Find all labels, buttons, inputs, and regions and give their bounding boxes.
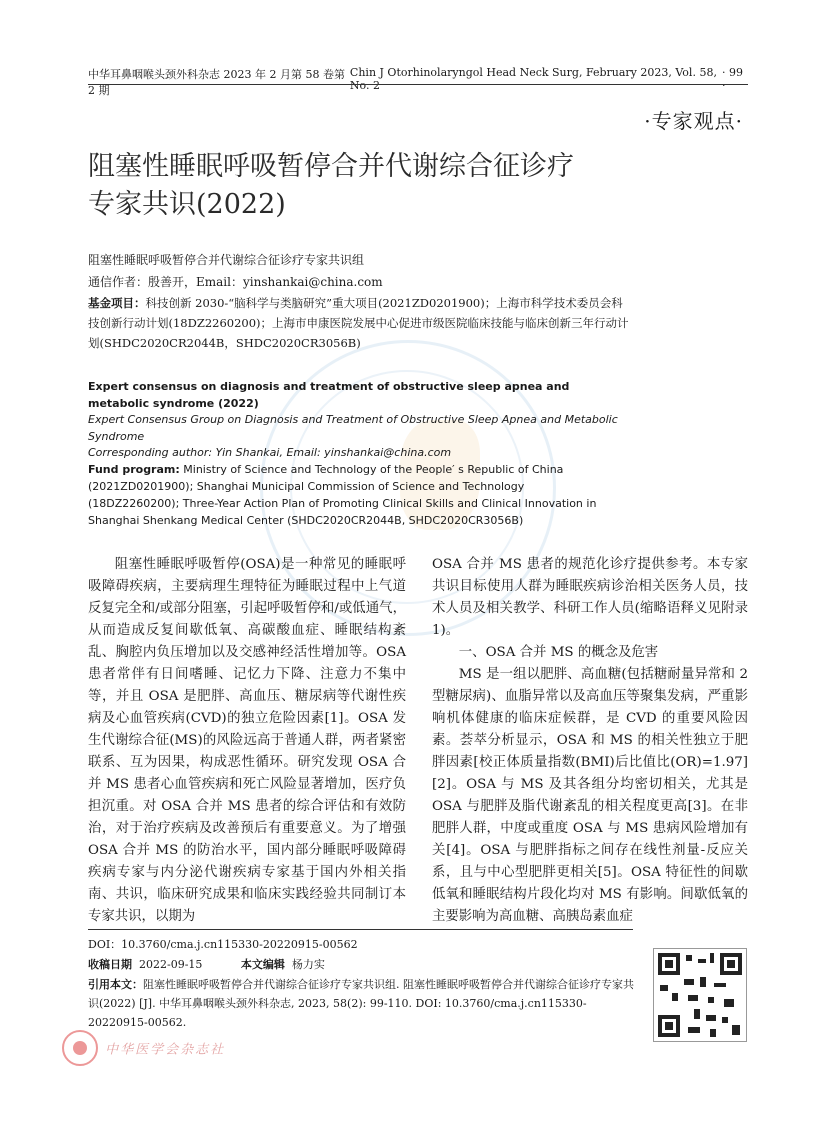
title-line-1: 阻塞性睡眠呼吸暂停合并代谢综合征诊疗 bbox=[88, 151, 574, 182]
qr-code bbox=[653, 948, 747, 1042]
cite-text: 阻塞性睡眠呼吸暂停合并代谢综合征诊疗专家共识组. 阻塞性睡眠呼吸暂停合并代谢综合征诊疗专家共识(2022) [J]. 中华耳鼻咽喉头颈外科杂志, 2023, 58(2): 99-110. DOI: 10.3760/cma.j.cn115330-20220915-00562. bbox=[88, 978, 634, 1029]
body-right-column bbox=[432, 554, 748, 928]
journal-en: Chin J Otorhinolaryngol Head Neck Surg, February 2023, Vol. 58, No. 2 bbox=[349, 66, 717, 92]
received-label: 收稿日期 bbox=[88, 958, 132, 971]
citation bbox=[88, 975, 638, 1032]
fund-info bbox=[88, 293, 634, 353]
cite-label: 引用本文： bbox=[88, 978, 143, 991]
editor-name: 杨力实 bbox=[291, 958, 325, 971]
section-heading: 一、OSA 合并 MS 的概念及危害 bbox=[458, 645, 659, 660]
header-rule bbox=[88, 84, 748, 85]
doi: DOI：10.3760/cma.j.cn115330-20220915-00562 bbox=[88, 938, 358, 951]
english-group: Expert Consensus Group on Diagnosis and Treatment of Obstructive Sleep Apnea and Metabolic Syndrome bbox=[88, 413, 618, 443]
english-corresp: Corresponding author: Yin Shankai, Email: yinshankai@china.com bbox=[88, 446, 452, 459]
author-group: 阻塞性睡眠呼吸暂停合并代谢综合征诊疗专家共识组 bbox=[88, 253, 365, 267]
title-line-2: 专家共识(2022) bbox=[88, 189, 286, 220]
publisher-logo bbox=[60, 1028, 225, 1068]
english-fund-text: Ministry of Science and Technology of the People′ s Republic of China (2021ZD0201900); Shanghai Municipal Commission of Science and Technology (18DZ2260200); Three-Year Action Plan of Promoting Clinical Skills and Clinical Innovation in Shanghai Shenkang Medical Center (SHDC2020CR2044B, SHDC2020CR3056B) bbox=[88, 463, 597, 527]
intro-paragraph: 阻塞性睡眠呼吸暂停(OSA)是一种常见的睡眠呼吸障碍疾病，主要病理生理特征为睡眠过程中上气道反复完全和/或部分阻塞，引起呼吸暂停和/或低通气，从而造成反复间歇低氧、高碳酸血症、睡眠结构紊乱、胸腔内负压增加以及交感神经活性增加等。OSA 患者常伴有日间嗜睡、记忆力下降、注意力不集中等，并且 OSA 是肥胖、高血压、糖尿病等代谢性疾病及心血管疾病(CVD)的独立危险因素[1]。OSA 发生代谢综合征(MS)的风险远高于普通人群，两者紧密联系、互为因果，构成恶性循环。研究发现 OSA 合并 MS 患者心血管疾病和死亡风险显著增加，医疗负担沉重。对 OSA 合并 MS 患者的综合评估和有效防治，对于治疗疾病及改善预后有重要意义。为了增强 OSA 合并 MS 的防治水平，国内部分睡眠呼吸障碍疾病专家与内分泌代谢疾病专家基于国内外相关指南、共识，临床研究成果和临床实践经验共同制订本专家共识，以期为 bbox=[88, 557, 406, 924]
english-fund-label: Fund program: bbox=[88, 463, 180, 476]
column-label: ·专家观点· bbox=[644, 109, 743, 133]
footer-rule bbox=[88, 929, 633, 930]
received-line bbox=[88, 955, 638, 974]
fund-text: 科技创新 2030-“脑科学与类脑研究”重大项目(2021ZD0201900)；上海市科学技术委员会科技创新行动计划(18DZ2260200)；上海市申康医院发展中心促进市级医院临床技能与临床创新三年行动计划(SHDC2020CR2044B，SHDC2020CR3056B) bbox=[88, 296, 629, 350]
section-paragraph: MS 是一组以肥胖、高血糖(包括糖耐量异常和 2 型糖尿病)、血脂异常以及高血压等聚集发病，严重影响机体健康的临床症候群，是 CVD 的重要风险因素。荟萃分析显示，OSA 和 MS 的相关性独立于肥胖因素[校正体质量指数(BMI)后比值比(OR)=1.97][2]。OSA 与 MS 及其各组分均密切相关，尤其是 OSA 与肥胖及脂代谢紊乱的相关程度更高[3]。在非肥胖人群，中度或重度 OSA 与 MS 患病风险增加有关[4]。OSA 与肥胖指标之间存在线性剂量-反应关系，且与中心型肥胖更相关[5]。OSA 特征性的间歇低氧和睡眠结构片段化均对 MS 有影响。间歇低氧的主要影响为高血糖、高胰岛素血症 bbox=[432, 667, 748, 924]
article-title bbox=[88, 148, 648, 224]
publisher-name: 中华医学会杂志社 bbox=[105, 1042, 226, 1058]
fund-label: 基金项目： bbox=[88, 296, 146, 310]
page-number: · 99 · bbox=[722, 66, 743, 92]
editor-label: 本文编辑 bbox=[240, 958, 285, 971]
journal-cn: 中华耳鼻咽喉头颈外科杂志 2023 年 2 月第 58 卷第 2 期 bbox=[88, 68, 345, 97]
intro-paragraph-cont: OSA 合并 MS 患者的规范化诊疗提供参考。本专家共识目标使用人群为睡眠疾病诊治相关医务人员，技术人员及相关教学、科研工作人员(缩略语释义见附录1)。 bbox=[432, 557, 748, 638]
english-title: Expert consensus on diagnosis and treatment of obstructive sleep apnea and metabolic syndrome (2022) bbox=[88, 380, 570, 410]
english-fund bbox=[88, 461, 618, 529]
body-left-column bbox=[88, 554, 406, 928]
running-header bbox=[88, 66, 748, 98]
corresponding-author: 通信作者：殷善开，Email：yinshankai@china.com bbox=[88, 275, 383, 289]
received-date: 2022-09-15 bbox=[139, 958, 203, 971]
